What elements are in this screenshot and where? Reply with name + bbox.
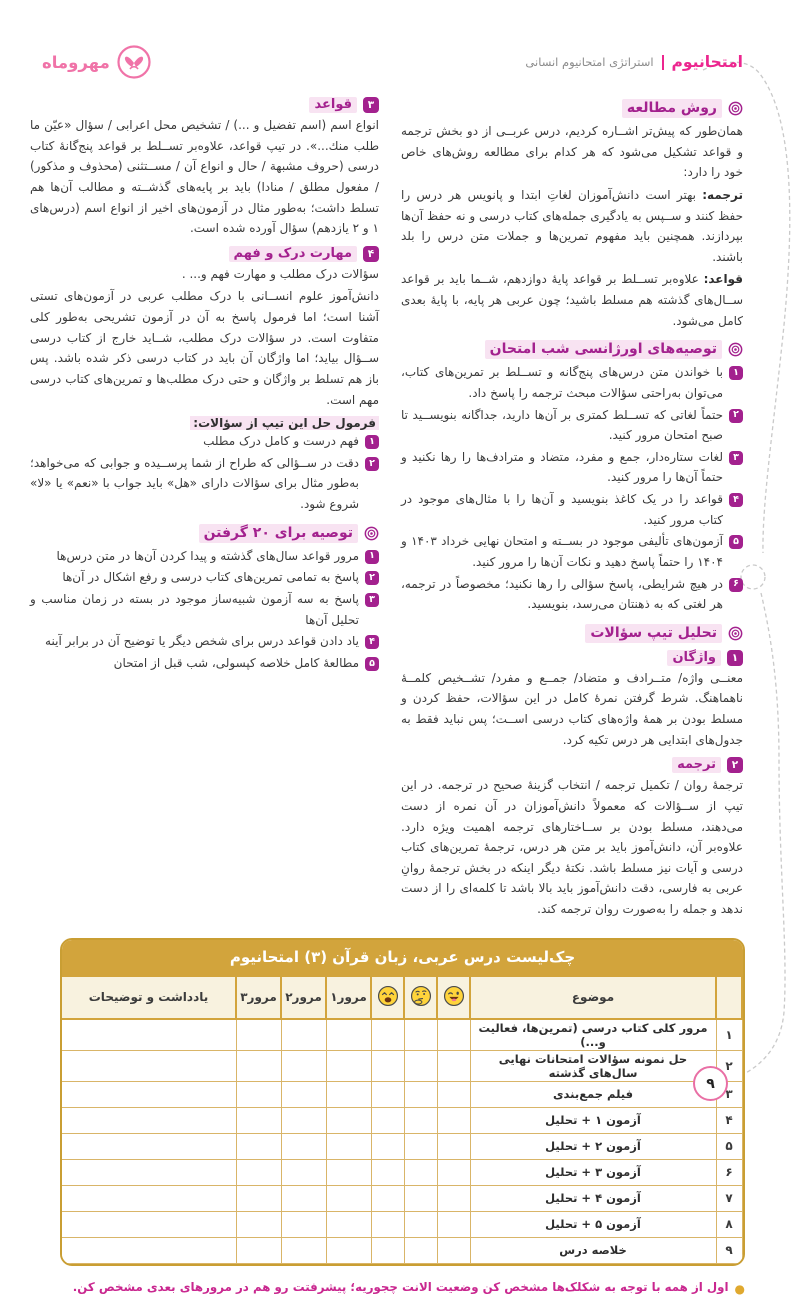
status-weary-cell bbox=[371, 1185, 404, 1211]
list-item bbox=[401, 489, 743, 530]
review1-cell bbox=[326, 1019, 371, 1051]
target-icon bbox=[728, 101, 743, 116]
item-text: فهم درست و کامل درک مطلب bbox=[203, 434, 359, 449]
section-title: توصیه برای ۲۰ گرفتن bbox=[199, 524, 358, 543]
weary-emoji-icon bbox=[371, 976, 404, 1019]
numbered-list bbox=[401, 362, 743, 615]
subsection-heading-comprehension bbox=[30, 246, 379, 262]
review3-cell bbox=[236, 1107, 281, 1133]
left-column bbox=[30, 90, 379, 922]
table-row bbox=[61, 1107, 742, 1133]
term-label: قواعد: bbox=[703, 272, 743, 287]
review1-cell bbox=[326, 1185, 371, 1211]
paragraph: همان‌طور که پیش‌تر اشــاره کردیم، درس عربــی از دو بخش ترجمه و قواعد تشکیل می‌شود که هر کدام برای مطالعه روش‌های خاص خود را دارد: bbox=[401, 124, 743, 180]
list-item bbox=[30, 567, 379, 588]
item-number-badge: ۴ bbox=[365, 635, 379, 649]
item-number-badge: ۵ bbox=[365, 657, 379, 671]
row-subject: خلاصه درس bbox=[470, 1237, 716, 1263]
status-weary-cell bbox=[371, 1211, 404, 1237]
term-text: بهتر است دانش‌آموزان لغاتِ ابتدا و پانویس هر درس را حفظ کنند و ســپس به یادگیری جمله‌های کتاب درسی و نه حفظ آن‌ها بپردازند. همچنین باید مفهوم تمرین‌ها و جملات متن درس را بلد باشند. bbox=[401, 187, 743, 264]
checklist-table bbox=[60, 938, 745, 1266]
review3-header: مرور۳ bbox=[236, 976, 281, 1019]
subsection-heading-translation bbox=[401, 757, 743, 773]
review2-cell bbox=[281, 1019, 326, 1051]
review2-cell bbox=[281, 1050, 326, 1081]
status-weary-cell bbox=[371, 1133, 404, 1159]
list-item bbox=[401, 574, 743, 615]
notes-cell bbox=[61, 1081, 236, 1107]
row-number: ۸ bbox=[716, 1211, 742, 1237]
target-icon bbox=[728, 626, 743, 641]
footnote bbox=[60, 1280, 745, 1298]
review2-header: مرور۲ bbox=[281, 976, 326, 1019]
paragraph: معنــی واژه/ متــرادف و متضاد/ جمــع و مفرد/ تشــخیص کلمــهٔ ناهماهنگ. شرط گرفتن نمرهٔ کامل در این سؤالات، حفظ کردن و مسلط بودن بر همهٔ واژه‌های کتاب درسی اســت؛ پس نباید فقط به جدول‌های ابتدایی هر درس تکیه کرد. bbox=[401, 670, 743, 747]
row-subject: مرور کلی کتاب درسی (تمرین‌ها، فعالیت و...) bbox=[470, 1019, 716, 1051]
notes-cell bbox=[61, 1133, 236, 1159]
paragraph bbox=[401, 269, 743, 331]
notes-cell bbox=[61, 1019, 236, 1051]
row-number: ۶ bbox=[716, 1159, 742, 1185]
item-text: پاسخ به سه آزمون شبیه‌ساز موجود در بسته در زمان مناسب و تحلیل آن‌ها bbox=[30, 591, 359, 627]
subsection-number-badge: ۱ bbox=[727, 650, 743, 666]
bullet-icon: ● bbox=[734, 1281, 745, 1296]
item-number-badge: ۲ bbox=[729, 409, 743, 423]
list-item bbox=[30, 431, 379, 452]
row-number: ۴ bbox=[716, 1107, 742, 1133]
formula-label: فرمول حل این تیپ از سؤالات: bbox=[190, 416, 379, 430]
notes-cell bbox=[61, 1185, 236, 1211]
item-text: مرور قواعد سال‌های گذشته و پیدا کردن آن‌ها در متن درس‌ها bbox=[56, 548, 359, 563]
subsection-number-badge: ۲ bbox=[727, 757, 743, 773]
paragraph: ترجمهٔ روان / تکمیل ترجمه / انتخاب گزینهٔ صحیح در ترجمه. در این تیپ از ســؤالات که معمولاً دانش‌آموزان در آن نمره از دست می‌دهند، مسلط بودن بر ســاختارهای ترجمه اهمیت ویژه دارد. علاوه‌بر آن، دانش‌آموز باید بر متن هر درس، ترجمهٔ تمرین‌های کتاب درسی و آیات نیز مسلط باشد. نکتهٔ دیگر اینکه در بخش ترجمهٔ روانِ عربی به فارسی، دقت دانش‌آموز باید بالا باشد تا کلمه‌ای را از دست ندهد و جمله را به‌صورت روان ترجمه کند. bbox=[401, 778, 743, 916]
subsection-comprehension bbox=[30, 246, 379, 515]
item-number-badge: ۲ bbox=[365, 571, 379, 585]
review2-cell bbox=[281, 1211, 326, 1237]
item-text: یاد دادن قواعد درس برای شخص دیگر یا توضیح آن در برابر آینه bbox=[45, 634, 359, 649]
item-text: دقت در ســؤالی که طراح از شما پرســیده و جوابی که می‌خواهد؛ به‌طور مثال برای سؤالات دارای «هل» باید جواب با «نعم» یا «لا» شروع شود. bbox=[30, 455, 359, 511]
review1-cell bbox=[326, 1237, 371, 1263]
list-item bbox=[30, 589, 379, 630]
term-text: علاوه‌بر تســلط بر قواعد پایهٔ دوازدهم، شــما باید بر قواعد ســال‌های گذشته هم مسلط باشید؛ چون عربی هر پایه، با پایهٔ بعدی کامل می‌شود. bbox=[401, 272, 743, 328]
status-mid-cell bbox=[404, 1237, 437, 1263]
review2-cell bbox=[281, 1107, 326, 1133]
row-number: ۷ bbox=[716, 1185, 742, 1211]
review1-cell bbox=[326, 1159, 371, 1185]
subsection-heading-grammar bbox=[30, 97, 379, 113]
item-text: مطالعهٔ کامل خلاصه کپسولی، شب قبل از امتحان bbox=[113, 655, 359, 670]
review2-cell bbox=[281, 1133, 326, 1159]
status-now-cell bbox=[437, 1019, 470, 1051]
item-number-badge: ۶ bbox=[729, 578, 743, 592]
row-subject: آزمون ۵ + تحلیل bbox=[470, 1211, 716, 1237]
review3-cell bbox=[236, 1185, 281, 1211]
section-name: امتحانیوم bbox=[671, 53, 743, 71]
status-now-cell bbox=[437, 1081, 470, 1107]
row-subject: فیلم جمع‌بندی bbox=[470, 1081, 716, 1107]
list-item bbox=[30, 653, 379, 674]
review3-cell bbox=[236, 1050, 281, 1081]
item-number-badge: ۳ bbox=[729, 451, 743, 465]
footnote-text: اول از همه با توجه به شکلک‌ها مشخص کن وضعیت الانت چجوریه؛ پیشرفتت رو هم در مرورهای بعدی مشخص کن. bbox=[72, 1279, 729, 1294]
status-now-cell bbox=[437, 1237, 470, 1263]
row-subject: حل نمونه سؤالات امتحانات نهایی سال‌های گذشته bbox=[470, 1050, 716, 1081]
status-mid-cell bbox=[404, 1211, 437, 1237]
section-title: روش مطالعه bbox=[622, 99, 722, 118]
article-body bbox=[0, 80, 805, 922]
status-weary-cell bbox=[371, 1081, 404, 1107]
item-text: قواعد را در یک کاغذ بنویسید و آن‌ها را با مثال‌های موجود در کتاب مرور کنید. bbox=[401, 492, 723, 527]
table-row bbox=[61, 1159, 742, 1185]
subsection-heading-vocabulary bbox=[401, 650, 743, 666]
section-question-types bbox=[401, 624, 743, 920]
right-column bbox=[401, 90, 743, 922]
list-item bbox=[30, 546, 379, 567]
list-item bbox=[401, 531, 743, 572]
page-number-badge bbox=[693, 1066, 728, 1101]
section-tips-for-20 bbox=[30, 524, 379, 674]
status-now-cell bbox=[437, 1185, 470, 1211]
review3-cell bbox=[236, 1237, 281, 1263]
numbered-list bbox=[30, 546, 379, 674]
status-now-cell bbox=[437, 1133, 470, 1159]
item-text: آزمون‌های تألیفی موجود در بســته و امتحان نهایی خرداد ۱۴۰۳ و ۱۴۰۴ را حتماً پاسخ دهید و نکات آن‌ها را مرور کنید. bbox=[401, 534, 723, 569]
issue-section-label bbox=[525, 53, 743, 71]
section-subtitle: استراتژی امتحانیوم انسانی bbox=[525, 55, 654, 69]
section-heading bbox=[30, 524, 379, 543]
subsection-title: ترجمه bbox=[672, 757, 721, 773]
table-row bbox=[61, 1211, 742, 1237]
checklist-title: چک‌لیست درس عربی، زبان قرآن (۳) امتحانیوم bbox=[62, 940, 743, 975]
review3-cell bbox=[236, 1133, 281, 1159]
section-heading bbox=[401, 99, 743, 118]
review3-cell bbox=[236, 1211, 281, 1237]
table-row bbox=[61, 1133, 742, 1159]
table-row bbox=[61, 1019, 742, 1051]
list-item bbox=[401, 405, 743, 446]
item-number-badge: ۳ bbox=[365, 593, 379, 607]
table-row bbox=[61, 1081, 742, 1107]
subject-header: موضوع bbox=[470, 976, 716, 1019]
status-weary-cell bbox=[371, 1237, 404, 1263]
list-item bbox=[30, 631, 379, 652]
section-study-method bbox=[401, 99, 743, 331]
subsection-grammar bbox=[30, 97, 379, 239]
item-text: پاسخ به تمامی تمرین‌های کتاب درسی و رفع اشکال در آن‌ها bbox=[62, 570, 359, 585]
row-number: ۵ bbox=[716, 1133, 742, 1159]
row-number: ۳ bbox=[716, 1081, 742, 1107]
row-number: ۲ bbox=[716, 1050, 742, 1081]
review3-cell bbox=[236, 1081, 281, 1107]
row-subject: آزمون ۳ + تحلیل bbox=[470, 1159, 716, 1185]
item-number-badge: ۱ bbox=[365, 550, 379, 564]
item-number-badge: ۵ bbox=[729, 535, 743, 549]
checklist-rows bbox=[61, 1019, 742, 1264]
status-now-cell bbox=[437, 1159, 470, 1185]
status-mid-cell bbox=[404, 1133, 437, 1159]
section-heading bbox=[401, 624, 743, 643]
item-number-badge: ۱ bbox=[729, 366, 743, 380]
status-mid-cell bbox=[404, 1107, 437, 1133]
page-number: ۹ bbox=[706, 1075, 715, 1092]
checklist-header-row bbox=[61, 976, 742, 1019]
review1-cell bbox=[326, 1107, 371, 1133]
item-text: در هیچ شرایطی، پاسخ سؤالی را رها نکنید؛ مخصوصاً در ترجمه، هر لغتی که به ذهنتان می‌رسد، بنویسید. bbox=[401, 576, 723, 612]
status-mid-cell bbox=[404, 1050, 437, 1081]
notes-cell bbox=[61, 1159, 236, 1185]
subsection-title: واژگان bbox=[667, 650, 721, 666]
notes-header: یادداشت و توضیحات bbox=[61, 976, 236, 1019]
status-weary-cell bbox=[371, 1050, 404, 1081]
review2-cell bbox=[281, 1185, 326, 1211]
status-mid-cell bbox=[404, 1019, 437, 1051]
row-subject: آزمون ۲ + تحلیل bbox=[470, 1133, 716, 1159]
thinking-emoji-icon bbox=[404, 976, 437, 1019]
page-header bbox=[0, 0, 805, 80]
wink-tongue-emoji-icon bbox=[437, 976, 470, 1019]
notes-cell bbox=[61, 1237, 236, 1263]
paragraph: دانش‌آموز علوم انســانی با درک مطلب عربی در آزمون‌های تستی آشنا است؛ اما فرمول پاسخ به آن در آزمون تشریحی به‌طور کلی متفاوت است. در سؤالات درک مطلب، شــاید خارج از کتاب درسی ســؤال بیاید؛ اما واژگان آن باید در کتاب درسی ذکر شده باشد. پس باز هم تسلط بر واژگان و حتی درک مطلب‌ها و تمرین‌های کتاب درسی مهم است. bbox=[30, 289, 379, 407]
section-emergency-tips bbox=[401, 340, 743, 615]
review3-cell bbox=[236, 1019, 281, 1051]
review1-header: مرور۱ bbox=[326, 976, 371, 1019]
section-heading bbox=[401, 340, 743, 359]
section-title: تحلیل تیپ سؤالات bbox=[585, 624, 722, 643]
item-number-badge: ۴ bbox=[729, 493, 743, 507]
review2-cell bbox=[281, 1237, 326, 1263]
notes-cell bbox=[61, 1107, 236, 1133]
paragraph: انواع اسم (اسم تفضیل و ...) / تشخیص محل اعرابی / سؤال «عیّن ما طلب منك...». در تیپ قواعد، علاوه‌بر تســلط بر قواعد پنج‌گانهٔ کتاب درسی (حروف مشبهة / حال و انواع آن / مســتثنی (محذوف و مذکور) / مفعول مطلق / منادا) باید بر پایه‌های گذشــته و مطالب آن‌ها هم تسلط داشت؛ به‌طور مثال در آزمون‌های اخیر از انواع اسم (درس‌های ۱ و ۲ یازدهم) سؤال آورده شده است. bbox=[30, 118, 379, 236]
status-now-cell bbox=[437, 1050, 470, 1081]
list-item bbox=[401, 447, 743, 488]
status-now-cell bbox=[437, 1107, 470, 1133]
status-mid-cell bbox=[404, 1081, 437, 1107]
notes-cell bbox=[61, 1050, 236, 1081]
numbered-list bbox=[30, 431, 379, 515]
item-number-badge: ۱ bbox=[365, 435, 379, 449]
subsection-number-badge: ۴ bbox=[363, 246, 379, 262]
butterfly-logo-icon bbox=[116, 44, 152, 80]
section-title: توصیه‌های اورژانسی شب امتحان bbox=[485, 340, 722, 359]
subsection-title: مهارت درک و فهم bbox=[229, 246, 357, 262]
review1-cell bbox=[326, 1133, 371, 1159]
review2-cell bbox=[281, 1081, 326, 1107]
review2-cell bbox=[281, 1159, 326, 1185]
subsection-title: قواعد bbox=[309, 97, 357, 113]
table-row bbox=[61, 1185, 742, 1211]
status-mid-cell bbox=[404, 1185, 437, 1211]
divider bbox=[662, 55, 664, 70]
row-number: ۱ bbox=[716, 1019, 742, 1051]
item-text: لغات ستاره‌دار، جمع و مفرد، متضاد و مترادف‌ها را رها نکنید و حتماً آن‌ها را مرور کنید. bbox=[401, 449, 723, 485]
row-number-header bbox=[716, 976, 742, 1019]
status-mid-cell bbox=[404, 1159, 437, 1185]
item-text: حتماً لغاتی که تســلط کمتری بر آن‌ها دارید، جداگانه بنویســید تا صبح امتحان مرور کنید. bbox=[401, 407, 723, 443]
row-subject: آزمون ۴ + تحلیل bbox=[470, 1185, 716, 1211]
term-label: ترجمه: bbox=[702, 187, 743, 202]
review3-cell bbox=[236, 1159, 281, 1185]
list-item bbox=[401, 362, 743, 403]
review1-cell bbox=[326, 1081, 371, 1107]
publisher-name: مهروماه bbox=[42, 52, 110, 72]
status-weary-cell bbox=[371, 1159, 404, 1185]
list-item bbox=[30, 453, 379, 515]
subsection-number-badge: ۳ bbox=[363, 97, 379, 113]
status-weary-cell bbox=[371, 1019, 404, 1051]
row-number: ۹ bbox=[716, 1237, 742, 1263]
paragraph: سؤالات درک مطلب و مهارت فهم و... . bbox=[181, 266, 379, 281]
row-subject: آزمون ۱ + تحلیل bbox=[470, 1107, 716, 1133]
item-text: با خواندن متن درس‌های پنج‌گانه و تســلط بر تمرین‌های کتاب، می‌توان به‌راحتی سؤالات مبحث ترجمه را پاسخ داد. bbox=[401, 365, 723, 400]
status-weary-cell bbox=[371, 1107, 404, 1133]
notes-cell bbox=[61, 1211, 236, 1237]
item-number-badge: ۲ bbox=[365, 457, 379, 471]
paragraph bbox=[401, 185, 743, 268]
publisher-logo bbox=[42, 44, 152, 80]
target-icon bbox=[364, 526, 379, 541]
review1-cell bbox=[326, 1211, 371, 1237]
table-row bbox=[61, 1050, 742, 1081]
target-icon bbox=[728, 342, 743, 357]
review1-cell bbox=[326, 1050, 371, 1081]
table-row bbox=[61, 1237, 742, 1263]
status-now-cell bbox=[437, 1211, 470, 1237]
